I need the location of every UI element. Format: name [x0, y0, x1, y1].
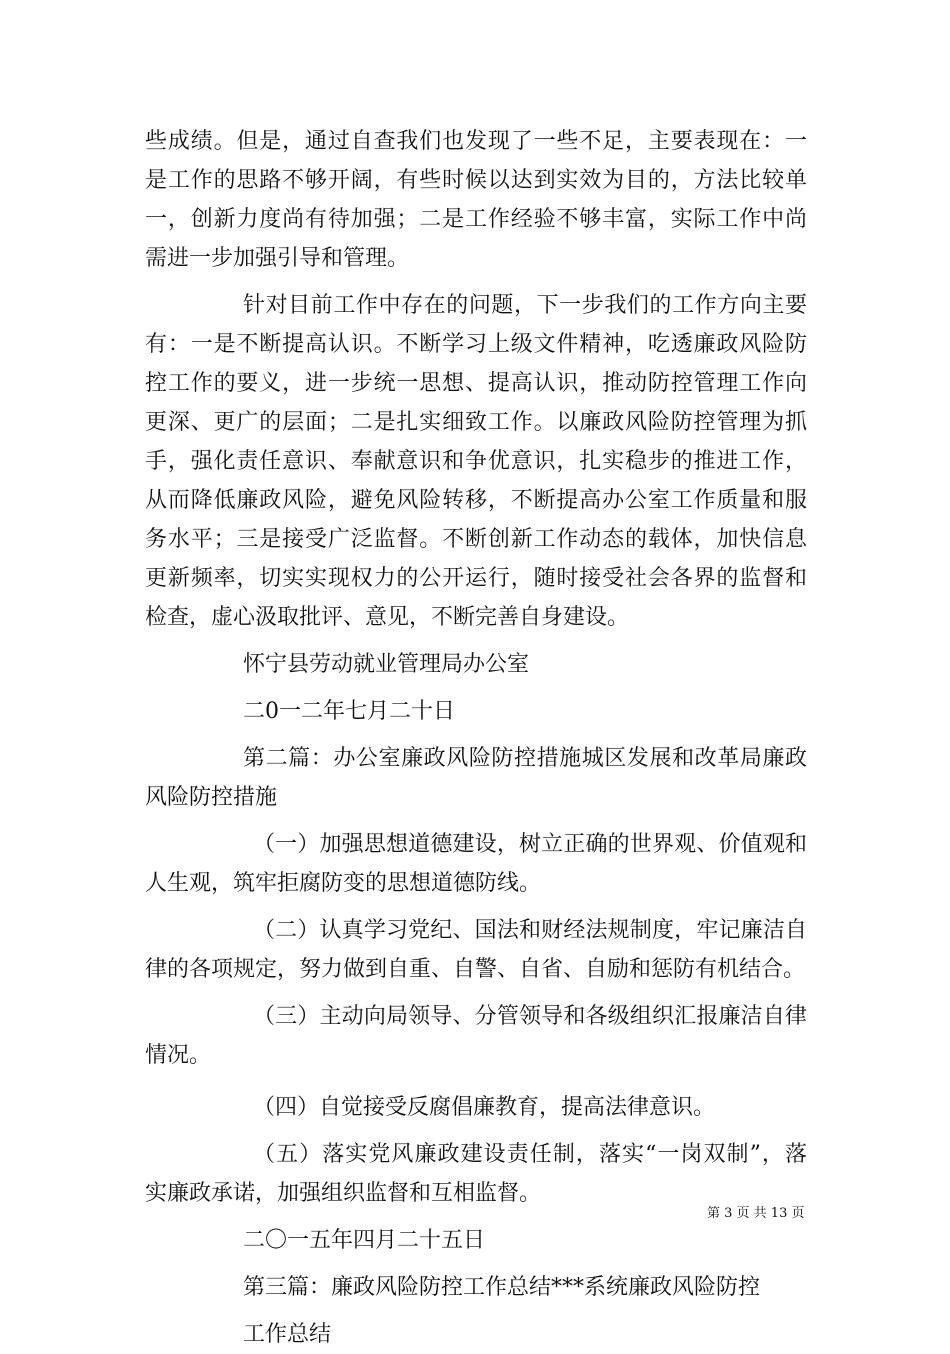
measure-item-5	[145, 1135, 807, 1213]
paragraph-line: 律的各项规定，努力做到自重、自警、自省、自励和惩防有机结合。	[145, 957, 806, 982]
measure-item-2	[145, 911, 807, 989]
paragraph-line: 人生观，筑牢拒腐防变的思想道德防线。	[145, 871, 542, 896]
paragraph-next-steps	[145, 286, 807, 637]
date-line: 二〇一五年四月二十五日	[243, 1228, 486, 1253]
paragraph-line: 实廉政承诺，加强组织监督和互相监督。	[145, 1181, 542, 1206]
page-number-footer: 第 3 页 共 13 页	[707, 1206, 805, 1221]
heading-line: 第二篇：办公室廉政风险防控措施城区发展和改革局廉政	[243, 746, 807, 771]
paragraph-line: 从而降低廉政风险，避免风险转移，不断提高办公室工作质量和服	[145, 488, 807, 513]
signature-office	[145, 645, 807, 684]
paragraph-line: （一）加强思想道德建设，树立正确的世界观、价值观和	[253, 832, 807, 857]
paragraph-line: 有：一是不断提高认识。不断学习上级文件精神，吃透廉政风险防	[145, 332, 807, 357]
paragraph-line: 是工作的思路不够开阔，有些时候以达到实效为目的，方法比较单	[145, 168, 807, 193]
document-body	[145, 122, 807, 1354]
heading-line: 工作总结	[243, 1322, 332, 1347]
measure-item-3	[145, 997, 807, 1075]
paragraph-line: 些成绩。但是，通过自查我们也发现了一些不足，主要表现在：一	[145, 129, 807, 154]
measure-item-4	[145, 1088, 807, 1127]
heading-line: 第三篇：廉政风险防控工作总结***系统廉政风险防控	[243, 1275, 761, 1300]
paragraph-line: 情况。	[145, 1043, 212, 1068]
paragraph-line: 针对目前工作中存在的问题，下一步我们的工作方向主要	[243, 293, 807, 318]
paragraph-line: 检查，虚心汲取批评、意见，不断完善自身建设。	[145, 605, 630, 630]
signature-date	[145, 692, 807, 731]
paragraph-line: （四）自觉接受反腐倡廉教育，提高法律意识。	[253, 1095, 716, 1120]
paragraph-line: 更深、更广的层面；二是扎实细致工作。以廉政风险防控管理为抓	[145, 410, 807, 435]
paragraph-self-check-shortcomings	[145, 122, 807, 278]
article-three-heading-continued	[145, 1315, 807, 1354]
paragraph-line: （三）主动向局领导、分管领导和各级组织汇报廉洁自律	[253, 1004, 807, 1029]
paragraph-line: 更新频率，切实实现权力的公开运行，随时接受社会各界的监督和	[145, 566, 807, 591]
paragraph-line: （五）落实党风廉政建设责任制，落实“一岗双制”，落	[253, 1142, 807, 1167]
date-line: 二0一二年七月二十日	[243, 699, 455, 724]
paragraph-line: 一，创新力度尚有待加强；二是工作经验不够丰富，实际工作中尚	[145, 207, 807, 232]
signature-line: 怀宁县劳动就业管理局办公室	[243, 652, 530, 677]
article-two-heading	[145, 739, 807, 817]
article-two-date	[145, 1221, 807, 1260]
heading-line: 风险防控措施	[145, 785, 278, 810]
article-three-heading	[145, 1268, 807, 1307]
paragraph-line: （二）认真学习党纪、国法和财经法规制度，牢记廉洁自	[253, 918, 807, 943]
measure-item-1	[145, 825, 807, 903]
paragraph-line: 务水平；三是接受广泛监督。不断创新工作动态的载体，加快信息	[145, 527, 807, 552]
paragraph-line: 需进一步加强引导和管理。	[145, 246, 410, 271]
paragraph-line: 手，强化责任意识、奉献意识和争优意识，扎实稳步的推进工作，	[145, 449, 807, 474]
paragraph-line: 控工作的要义，进一步统一思想、提高认识，推动防控管理工作向	[145, 371, 807, 396]
